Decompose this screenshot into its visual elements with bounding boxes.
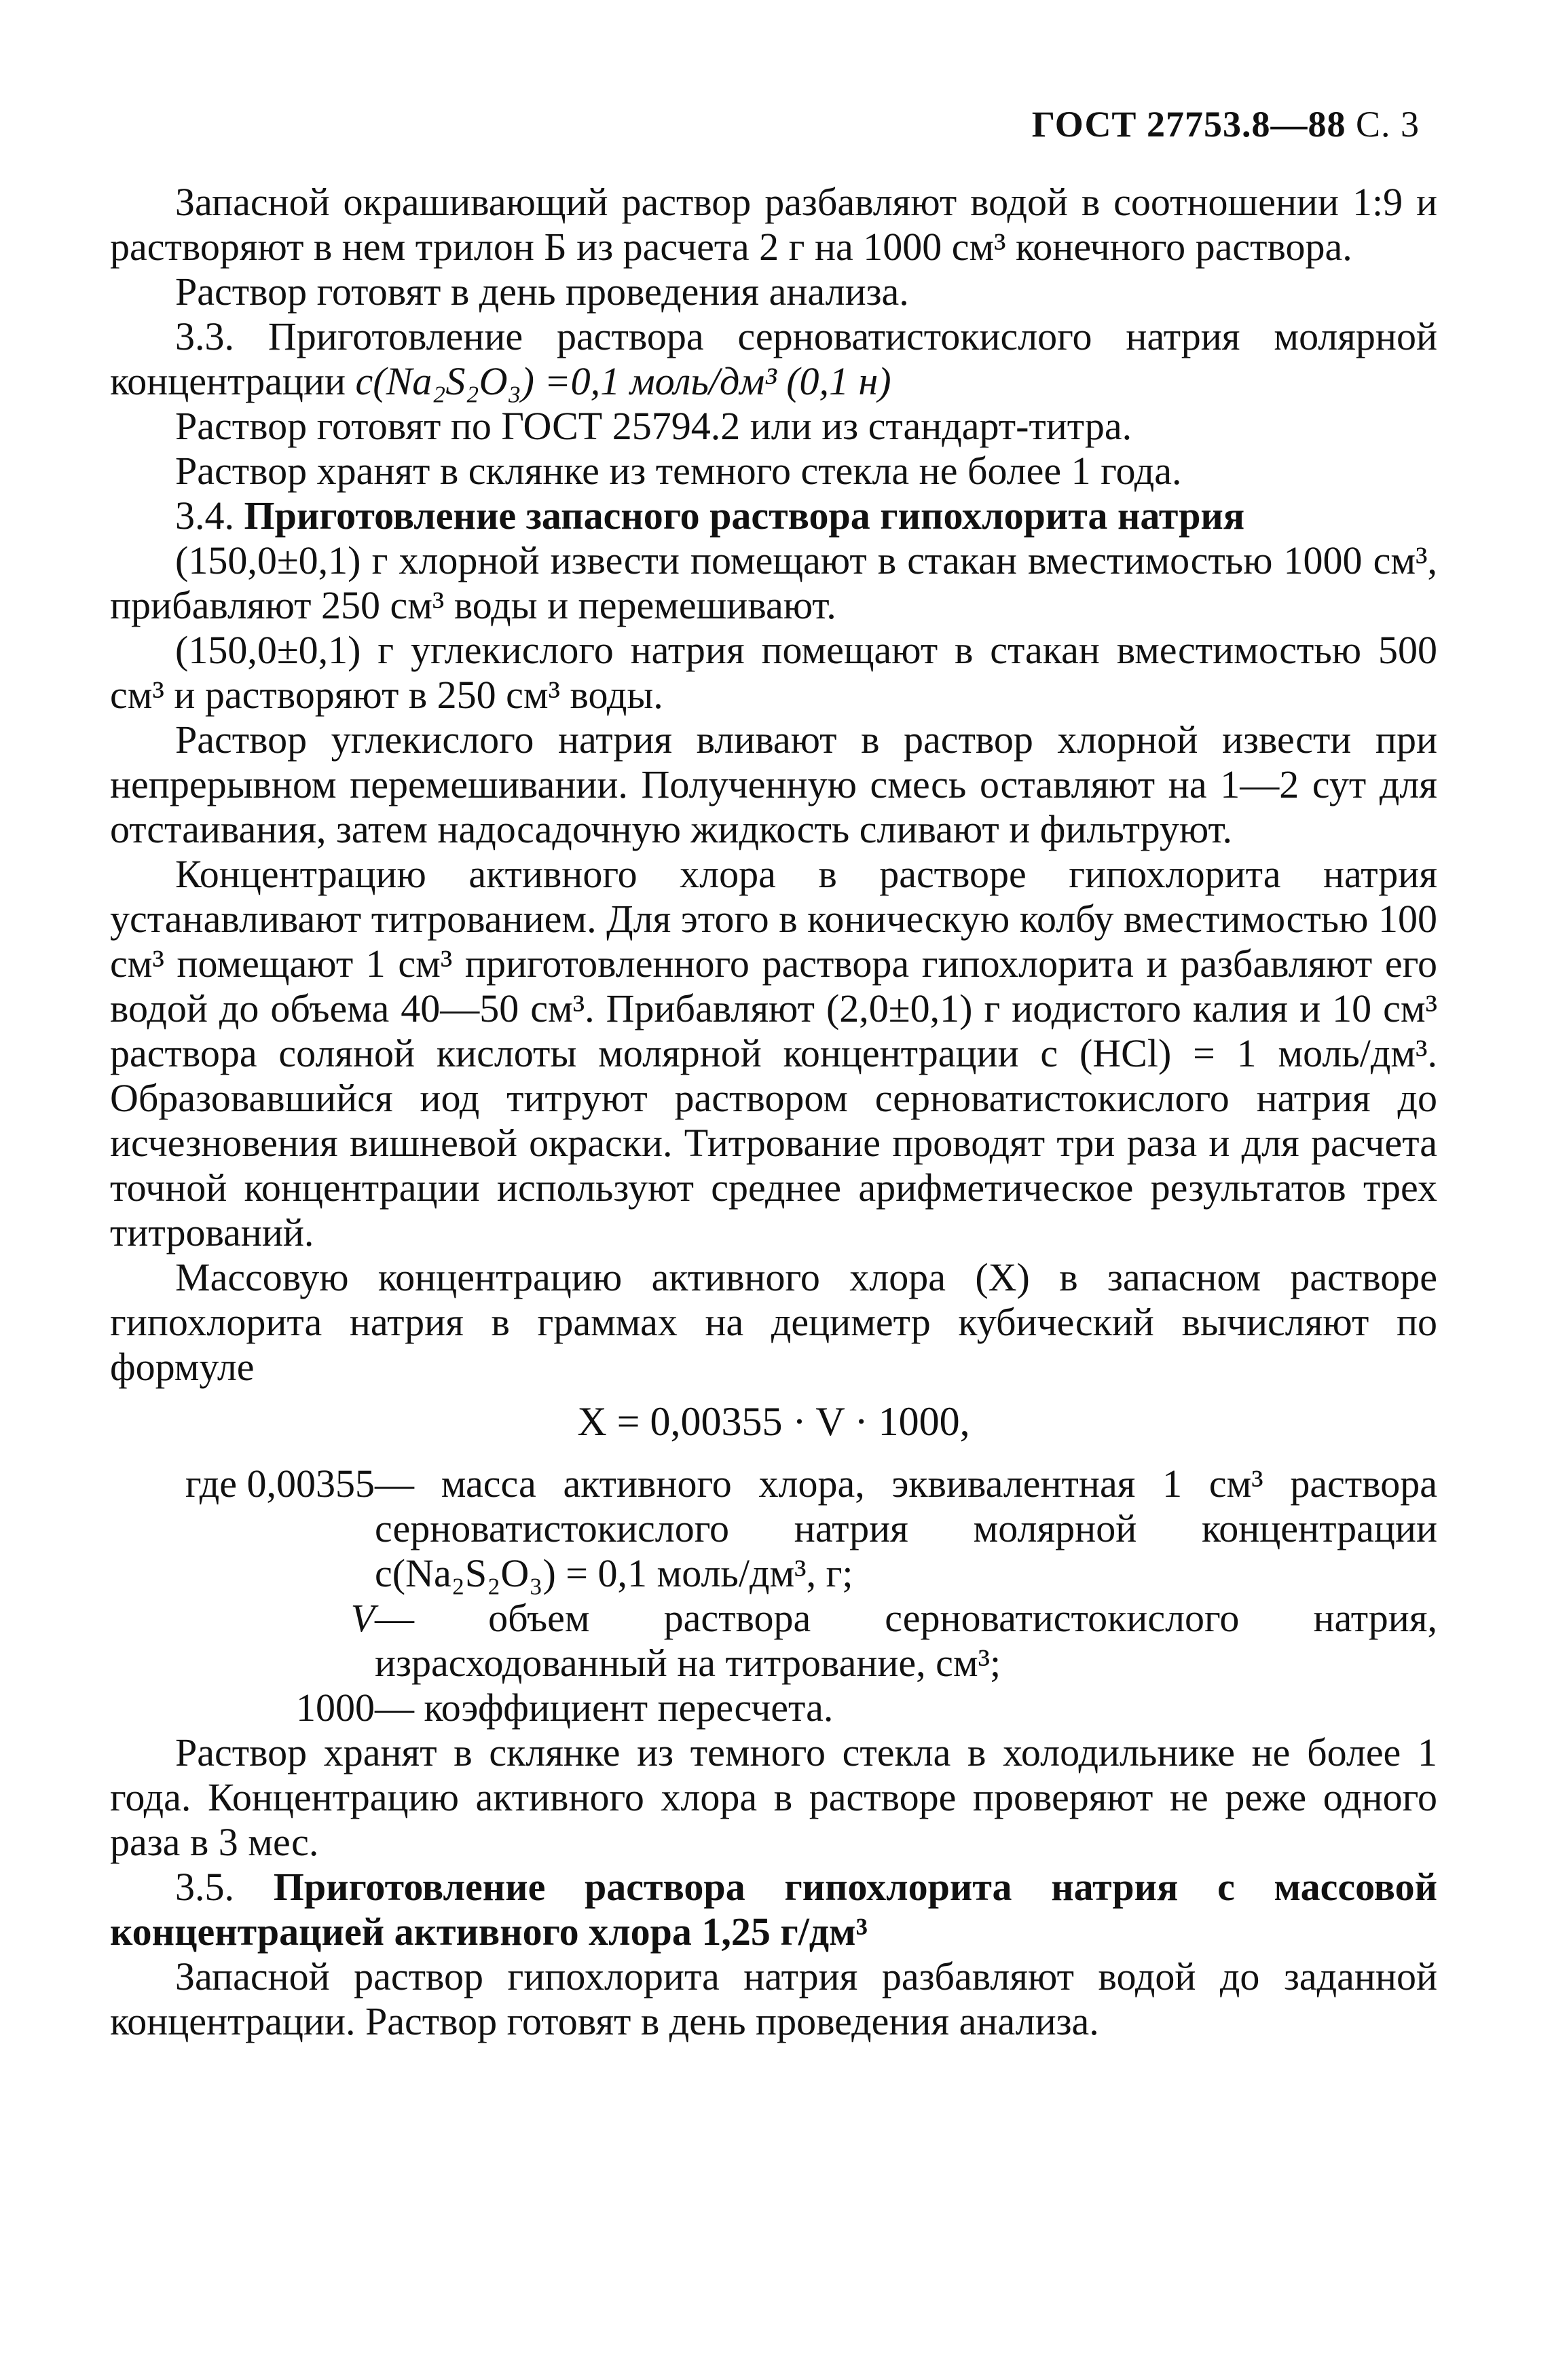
paragraph-storage-fridge: Раствор хранят в склянке из темного стекла в холодильнике не более 1 года. Концентрацию активного хлора в растворе проверяют не реже одного раза в 3 мес. [110, 1730, 1437, 1864]
paragraph-working-solution: Запасной раствор гипохлорита натрия разбавляют водой до заданной концентрации. Раствор готовят в день проведения анализа. [110, 1954, 1437, 2043]
section-3-5-title: Приготовление раствора гипохлорита натрия с массовой концентрацией активного хлора 1,25 г/дм³ [110, 1865, 1438, 1954]
paragraph-chlorinated-lime: (150,0±0,1) г хлорной извести помещают в стакан вместимостью 1000 см³, прибавляют 250 см³ воды и перемешивают. [110, 538, 1437, 627]
section-3-5 [110, 1865, 1437, 1954]
where-item [110, 1596, 1437, 1686]
paragraph-dilution: Запасной окрашивающий раствор разбавляют водой в соотношении 1:9 и растворяют в нем трилон Б из расчета 2 г на 1000 см³ конечного раствора. [110, 180, 1437, 269]
section-3-3-text: Приготовление раствора серноватистокислого натрия молярной концентрации [110, 314, 1438, 403]
paragraph-mixing: Раствор углекислого натрия вливают в раствор хлорной извести при непрерывном перемешивании. Полученную смесь оставляют на 1—2 сут для отстаивания, затем надосадочную жидкость сливают и фильтруют. [110, 718, 1437, 851]
where-list [110, 1462, 1437, 1730]
section-3-3-number: 3.3. [175, 314, 234, 358]
section-3-4-number: 3.4. [175, 494, 234, 538]
paragraph-formula-intro: Массовую концентрацию активного хлора (X) в запасном растворе гипохлорита натрия в граммах на дециметр кубический вычисляют по формуле [110, 1255, 1437, 1389]
where-item [110, 1686, 1437, 1730]
page-header [1032, 102, 1420, 147]
section-3-4-title: Приготовление запасного раствора гипохлорита натрия [244, 494, 1245, 538]
paragraph-storage: Раствор хранят в склянке из темного стекла не более 1 года. [175, 449, 1182, 493]
where-description: — коэффициент пересчета. [375, 1686, 834, 1730]
where-description: — объем раствора серноватистокислого натрия, израсходованный на титрование, см³; [375, 1596, 1437, 1685]
section-3-3 [110, 314, 1437, 404]
where-item [110, 1462, 1437, 1596]
paragraph-titration: Концентрацию активного хлора в растворе гипохлорита натрия устанавливают титрованием. Для этого в коническую колбу вместимостью 100 см³ помещают 1 см³ приготовленного раствора гипохлорита и разбавляют его водой до объема 40—50 см³. Прибавляют (2,0±0,1) г иодистого калия и 10 см³ раствора соляной кислоты молярной концентрации c (HCl) = 1 моль/дм³. Образовавшийся иод титруют раствором серноватистокислого натрия до исчезновения вишневой окраски. Титрование проводят три раза и для расчета точной концентрации используют среднее арифметическое результатов трех титрований. [110, 852, 1437, 1254]
section-3-4 [110, 494, 1437, 538]
formula: X = 0,00355 · V · 1000, [577, 1399, 970, 1444]
document-body [110, 180, 1437, 2044]
paragraph-sodium-carbonate: (150,0±0,1) г углекислого натрия помещают в стакан вместимостью 500 см³ и растворяют в 250 см³ воды. [110, 628, 1437, 717]
where-key: 1000 [296, 1686, 375, 1730]
section-3-5-number: 3.5. [175, 1865, 234, 1909]
paragraph-gost-reference: Раствор готовят по ГОСТ 25794.2 или из стандарт-титра. [175, 404, 1132, 448]
standard-number: ГОСТ 27753.8—88 [1031, 104, 1346, 145]
paragraph-prepare-day: Раствор готовят в день проведения анализа. [175, 269, 909, 314]
section-3-3-concentration: c(Na₂S₂O₃) =0,1 моль/дм³ (0,1 н) [355, 359, 891, 403]
where-description: — масса активного хлора, эквивалентная 1 см³ раствора серноватистокислого натрия молярной концентрации c(Na₂S₂O₃) = 0,1 моль/дм³, г; [375, 1462, 1437, 1595]
page-number: С. 3 [1355, 104, 1420, 145]
where-key: V [350, 1596, 375, 1640]
where-word: где [185, 1462, 237, 1506]
where-key: где 0,00355 [185, 1462, 375, 1506]
